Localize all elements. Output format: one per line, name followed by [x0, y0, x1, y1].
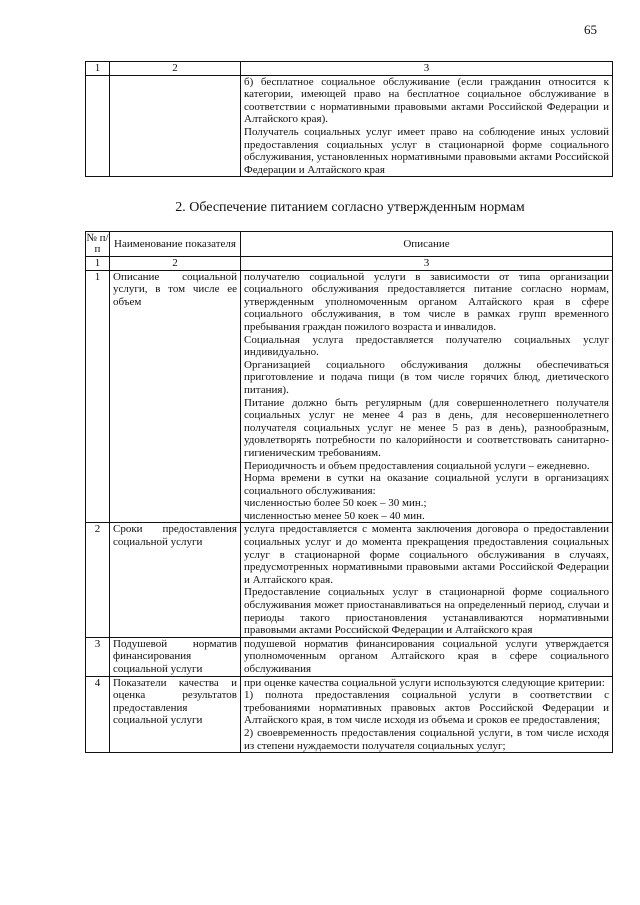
table-row: [86, 75, 613, 177]
row-number-cell: 3: [86, 637, 110, 676]
description-cell: [241, 270, 613, 523]
table-number-row: [86, 62, 613, 76]
column-number-1: 1: [86, 62, 110, 76]
indicator-name-cell: [110, 75, 241, 177]
row-number-cell: 4: [86, 676, 110, 753]
description-cell: [241, 75, 613, 177]
table-row: [86, 676, 613, 753]
row-number-cell: [86, 75, 110, 177]
table-number-row: [86, 257, 613, 271]
page-number: 65: [584, 22, 597, 37]
header-description: Описание: [241, 232, 613, 257]
table-row: [86, 523, 613, 637]
table-row: [86, 270, 613, 523]
table-row: [86, 637, 613, 676]
header-number: № п/п: [86, 232, 109, 255]
column-number-2: 2: [110, 62, 241, 76]
column-number-3: 3: [241, 62, 613, 76]
description-paragraph: Организацией социального обслуживания должны обеспечиваться приготовление и подача пищи (в том числе горячих блюд, диетического питания).: [244, 358, 609, 396]
description-paragraph: численностью более 50 коек – 30 мин.;: [244, 497, 427, 510]
indicator-name-cell: Подушевой норматив финансирования социальной услуги: [110, 637, 241, 676]
description-cell: [241, 676, 613, 753]
indicator-name-cell: Показатели качества и оценка результатов предоставления социальной услуги: [110, 676, 241, 753]
description-paragraph: Предоставление социальных услуг в стационарной форме социального обслуживания может приостанавливаться на определенный период, случаи и периоды такого приостановления устанавливаются нормативными правовыми актами Российской Федерации и Алтайского края: [244, 586, 609, 637]
description-paragraph: Норма времени в сутки на оказание социальной услуги в организациях социального обслуживания:: [244, 472, 609, 497]
table-header-row: [86, 232, 613, 257]
description-paragraph: 1) полнота предоставления социальной услуги в соответствии с требованиями нормативных правовых актов Российской Федерации и Алтайского края, в том числе исходя из объема и сроков ее предоставления;: [244, 689, 609, 727]
indicator-name-cell: Сроки предоставления социальной услуги: [110, 523, 241, 637]
description-paragraph: Питание должно быть регулярным (для совершеннолетнего получателя социальных услуг не менее 4 раз в день, для несовершеннолетнего получателя социальных услуг не менее 5 раз в день), разнообразным, удовлетворять потребности по калорийности и соответствовать санитарно-гигиеническим требованиям.: [244, 396, 609, 459]
description-paragraph: Социальная услуга предоставляется получателю социальных услуг индивидуально.: [244, 333, 609, 359]
section-title: 2. Обеспечение питанием согласно утвержденным нормам: [175, 200, 525, 215]
description-paragraph: при оценке качества социальной услуги используются следующие критерии:: [244, 676, 605, 689]
description-paragraph: Получатель социальных услуг имеет право на соблюдение иных условий предоставления социальных услуг в стационарной форме социального обслуживания, установленных нормативными правовыми актами Российской Федерации и Алтайского края: [244, 125, 609, 176]
indicator-name-cell: Описание социальной услуги, в том числе ее объем: [110, 270, 241, 523]
row-number-cell: 1: [86, 270, 110, 523]
description-paragraph: Периодичность и объем предоставления социальной услуги – ежедневно.: [244, 459, 590, 472]
row-number-cell: 2: [86, 523, 110, 637]
description-paragraph: получателю социальной услуги в зависимости от типа организации социального обслуживания предоставляется питание согласно нормам, утвержденным уполномоченным органом Алтайского края в сфере социального обслуживания, в том числе в рамках групп временного пребывания граждан пожилого возраста и инвалидов.: [244, 270, 609, 333]
description-cell: [241, 637, 613, 676]
description-paragraph: услуга предоставляется с момента заключения договора о предоставлении социальных услуг и до момента прекращения предоставления социальных услуг в стационарной форме социального обслуживания в случаях, предусмотренных нормативными правовыми актами Российской Федерации и Алтайского края.: [244, 523, 609, 586]
column-number-3: 3: [241, 257, 613, 271]
description-paragraph: подушевой норматив финансирования социальной услуги утверждается уполномоченным органом Алтайского края в сфере социального обслуживания: [244, 637, 609, 675]
column-number-2: 2: [110, 257, 241, 271]
column-number-1: 1: [86, 257, 110, 271]
description-paragraph: численностью менее 50 коек – 40 мин.: [244, 509, 425, 522]
header-indicator-name: Наименование показателя: [110, 232, 241, 257]
description-paragraph: 2) своевременность предоставления социальной услуги, в том числе исходя из степени нуждаемости получателя социальных услуг;: [244, 726, 609, 752]
description-cell: [241, 523, 613, 637]
continuation-table: [85, 61, 613, 177]
services-table: [85, 231, 613, 753]
description-paragraph: б) бесплатное социальное обслуживание (если гражданин относится к категории, имеющей право на бесплатное социальное обслуживание в соответствии с нормативными правовыми актами Российской Федерации и Алтайского края).: [244, 75, 609, 126]
